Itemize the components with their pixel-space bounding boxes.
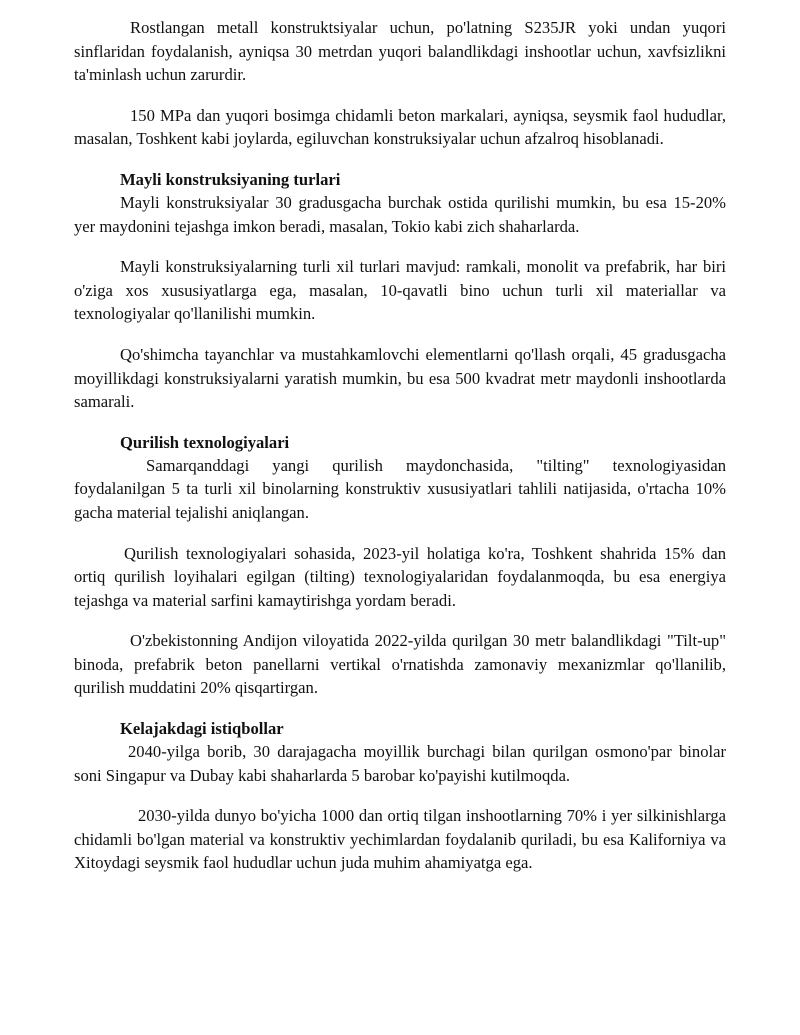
paragraph-types-2: Mayli konstruksiyalarning turli xil turlari mavjud: ramkali, monolit va prefabrik, har biri o'ziga xos xususiyatlarga ega, masalan, 10-qavatli bino uchun turli xil materiallar va texnologiyalar qo'llanilishi mumkin. <box>74 257 726 324</box>
section-heading-types: Mayli konstruksiyaning turlari <box>120 169 341 189</box>
paragraph-future-1: 2040-yilga borib, 30 darajagacha moyillik burchagi bilan qurilgan osmono'par binolar soni Singapur va Dubay kabi shaharlarda 5 barobar ko'payishi kutilmoqda. <box>74 742 726 785</box>
paragraph-tech-2: Qurilish texnologiyalari sohasida, 2023-yil holatiga ko'ra, Toshkent shahrida 15% dan ortiq qurilish loyihalari egilgan (tilting) texnologiyalaridan foydalanmoqda, bu esa energiya tejashga va material sarfini kamaytirishga yordam beradi. <box>74 543 726 610</box>
paragraph-intro-2: 150 MPa dan yuqori bosimga chidamli beton markalari, ayniqsa, seysmik faol hududlar, masalan, Toshkent kabi joylarda, egiluvchan konstruksiyalar uchun afzalroq hisoblanadi. <box>74 105 726 149</box>
section-heading-technologies: Qurilish texnologiyalari <box>120 432 290 452</box>
paragraph-tech-1: Samarqanddagi yangi qurilish maydonchasida, "tilting" texnologiyasidan foydalanilgan 5 ta turli xil binolarning konstruktiv xususiyatlari tahlili natijasida, o'rtacha 10% gacha material tejalishi aniqlangan. <box>74 455 726 522</box>
paragraph-tech-3: O'zbekistonning Andijon viloyatida 2022-yilda qurilgan 30 metr balandlikdagi "Tilt-up" binoda, prefabrik beton panellarni vertikal o'rnatishda zamonaviy mexanizmlar qo'llanilib, qurilish muddatini 20% qisqartirgan. <box>74 631 726 698</box>
paragraph-types-3: Qo'shimcha tayanchlar va mustahkamlovchi elementlarni qo'llash orqali, 45 gradusgacha moyillikdagi konstruksiyalarni yaratish mumkin, bu esa 500 kvadrat metr maydonli inshootlarda samarali. <box>74 344 726 412</box>
paragraph-types-1: Mayli konstruksiyalar 30 gradusgacha burchak ostida qurilishi mumkin, bu esa 15-20% yer maydonini tejashga imkon beradi, masalan, Tokio kabi zich shaharlarda. <box>74 192 726 236</box>
section-heading-future: Kelajakdagi istiqbollar <box>120 719 284 739</box>
paragraph-intro-1: Rostlangan metall konstruktsiyalar uchun, po'latning S235JR yoki undan yuqori sinflaridan foydalanish, ayniqsa 30 metrdan yuqori balandlikdagi inshootlar uchun, xavfsizlikni ta'minlash uchun zarurdir. <box>74 18 726 85</box>
paragraph-future-2: 2030-yilda dunyo bo'yicha 1000 dan ortiq tilgan inshootlarning 70% i yer silkinishlarga chidamli bo'lgan material va konstruktiv yechimlardan foydalanib quriladi, bu esa Kaliforniya va Xitoydagi seysmik faol hududlar uchun juda muhim ahamiyatga ega. <box>74 806 726 873</box>
